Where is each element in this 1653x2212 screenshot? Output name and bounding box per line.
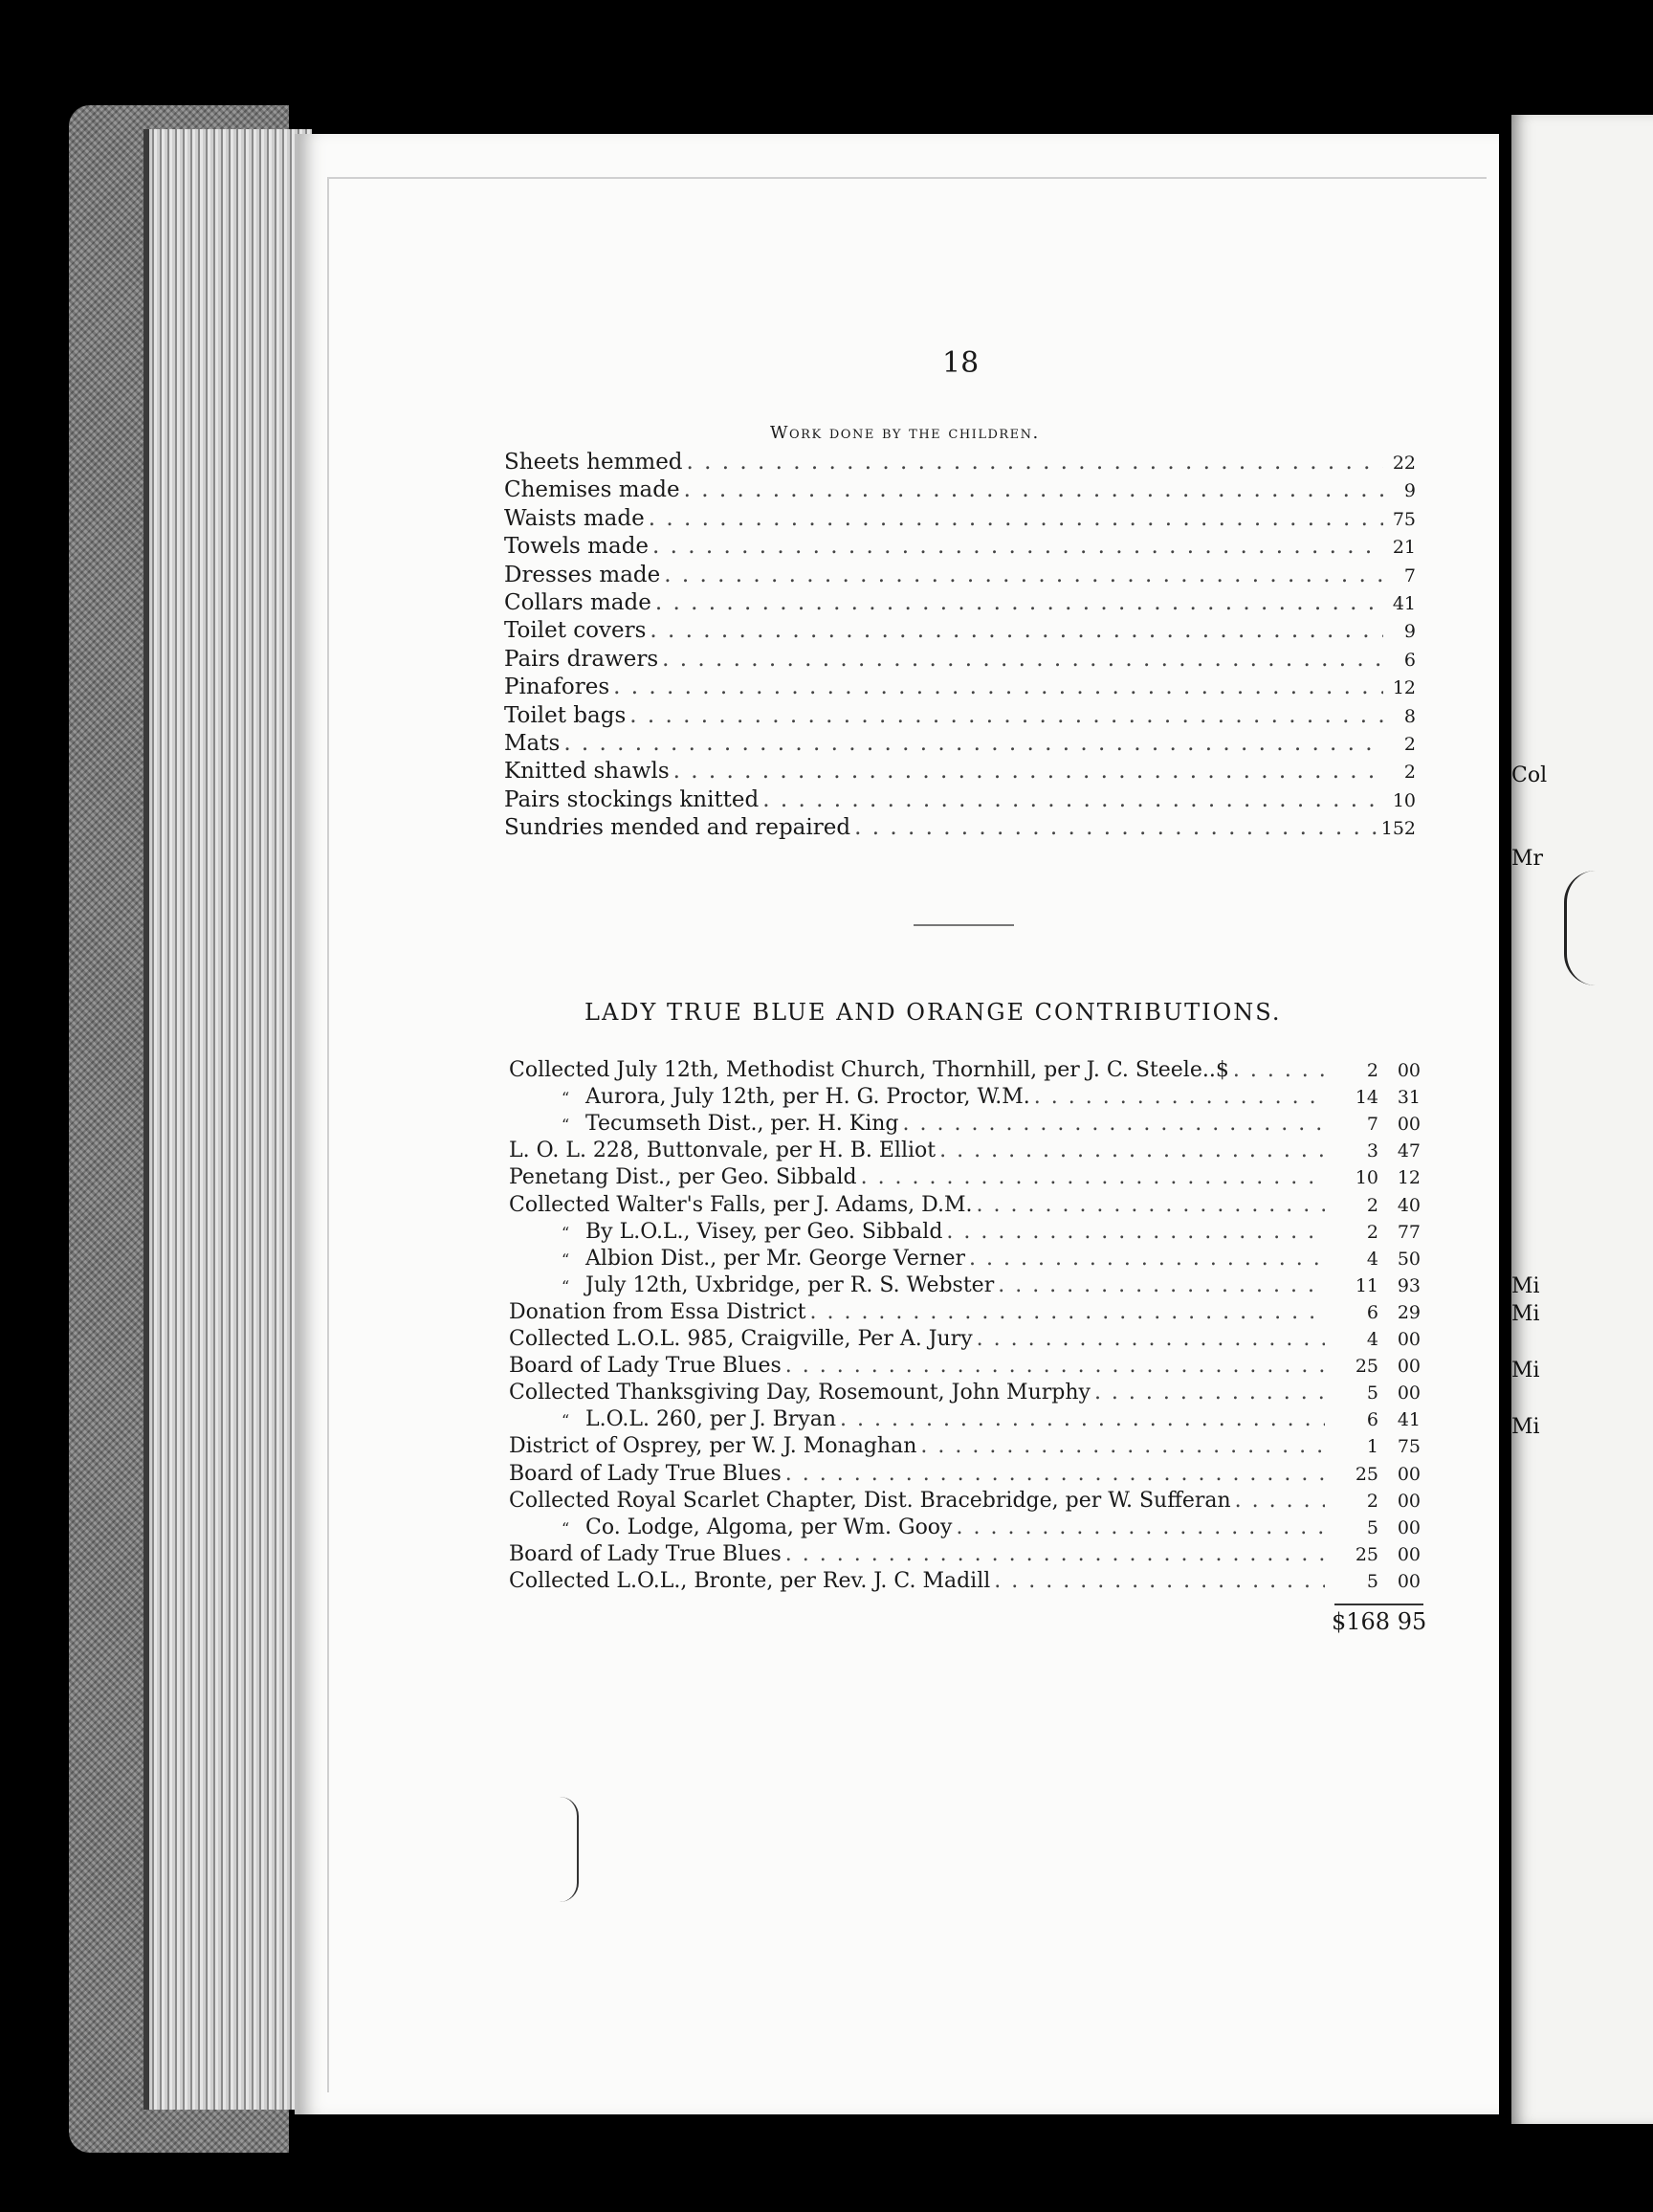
contribution-label: Collected Royal Scarlet Chapter, Dist. Bracebridge, per W. Sufferan: [509, 1488, 1231, 1513]
leader-dots: [998, 1273, 1325, 1297]
leader-dots: [920, 1434, 1325, 1458]
contribution-row: [509, 1542, 1421, 1570]
work-row: [504, 450, 1416, 477]
leader-dots: [957, 1515, 1326, 1539]
ditto-mark: “: [562, 1223, 570, 1242]
contribution-cents: 41: [1397, 1409, 1421, 1431]
contribution-label: Collected L.O.L., Bronte, per Rev. J. C. Madill: [509, 1568, 991, 1593]
contribution-cents: 00: [1397, 1543, 1421, 1565]
facing-page-fragment: Mi: [1511, 1415, 1540, 1439]
contribution-dollars: 14: [1355, 1087, 1378, 1109]
contribution-cents: 00: [1397, 1463, 1421, 1485]
contribution-row: [509, 1462, 1421, 1490]
contribution-cents: 47: [1397, 1140, 1421, 1162]
contribution-row: [509, 1327, 1421, 1355]
contribution-dollars: 5: [1366, 1570, 1378, 1592]
contributions-total: $168 95: [1332, 1608, 1427, 1635]
contribution-cents: 00: [1397, 1516, 1421, 1538]
contribution-label: Board of Lady True Blues: [509, 1461, 782, 1486]
contribution-cents: 00: [1397, 1114, 1421, 1136]
contribution-label: District of Osprey, per W. J. Monaghan: [509, 1434, 917, 1459]
section-divider: [914, 924, 1014, 926]
work-item-label: Mats: [504, 731, 561, 756]
leader-dots: [687, 450, 1383, 475]
contribution-label: Albion Dist., per Mr. George Verner: [585, 1246, 966, 1271]
work-row: [504, 477, 1416, 505]
work-item-count: 9: [1403, 480, 1416, 502]
work-item-label: Collars made: [504, 590, 651, 615]
contribution-cents: 12: [1397, 1167, 1421, 1189]
contribution-row: [509, 1434, 1421, 1462]
contributions-title: LADY TRUE BLUE AND ORANGE CONTRIBUTIONS.: [584, 999, 1282, 1026]
contribution-row: [509, 1300, 1421, 1328]
contribution-cents: 50: [1397, 1248, 1421, 1270]
page-edges: [143, 129, 312, 2110]
contribution-dollars: 10: [1355, 1167, 1378, 1189]
ditto-mark: “: [562, 1276, 570, 1295]
leader-dots: [1094, 1381, 1325, 1405]
work-item-count: 2: [1403, 734, 1416, 755]
contribution-cents: 93: [1397, 1274, 1421, 1296]
work-item-count: 8: [1403, 705, 1416, 727]
leader-dots: [785, 1542, 1325, 1566]
contribution-cents: 00: [1397, 1570, 1421, 1592]
work-item-label: Towels made: [504, 534, 650, 560]
work-row: [504, 506, 1416, 534]
work-row: [504, 563, 1416, 590]
contribution-dollars: 25: [1355, 1356, 1378, 1378]
contribution-cents: 75: [1397, 1436, 1421, 1458]
contribution-dollars: 11: [1355, 1274, 1378, 1296]
leader-dots: [655, 590, 1383, 615]
leader-dots: [994, 1569, 1325, 1593]
contribution-cents: 00: [1397, 1382, 1421, 1405]
contribution-dollars: 2: [1366, 1221, 1378, 1243]
contribution-label: Collected Walter's Falls, per J. Adams, D.M.: [509, 1192, 973, 1217]
leader-dots: [652, 534, 1383, 559]
contribution-row: [509, 1247, 1421, 1274]
work-row: [504, 590, 1416, 618]
leader-dots: [762, 787, 1383, 812]
work-row: [504, 787, 1416, 815]
contribution-dollars: 25: [1355, 1463, 1378, 1485]
ditto-mark: “: [562, 1089, 570, 1108]
contribution-row: [509, 1515, 1421, 1543]
leader-dots: [673, 759, 1383, 784]
work-item-count: 9: [1403, 621, 1416, 643]
work-item-label: Pairs drawers: [504, 646, 659, 672]
contribution-dollars: 1: [1366, 1436, 1378, 1458]
work-row: [504, 759, 1416, 786]
contribution-label: Aurora, July 12th, per H. G. Proctor, W.M.: [585, 1085, 1030, 1110]
contribution-row: [509, 1407, 1421, 1435]
work-item-label: Pairs stockings knitted: [504, 786, 760, 812]
contribution-label: Co. Lodge, Algoma, per Wm. Gooy: [585, 1515, 953, 1539]
ditto-mark: “: [562, 1250, 570, 1269]
contribution-dollars: 2: [1366, 1490, 1378, 1512]
work-section-title: Work done by the children.: [770, 423, 1040, 443]
work-item-count: 22: [1392, 453, 1416, 474]
work-item-label: Waists made: [504, 505, 645, 531]
facing-page-fragment: Mi: [1511, 1302, 1540, 1326]
work-item-count: 2: [1403, 762, 1416, 784]
work-item-label: Pinafores: [504, 675, 610, 700]
work-item-label: Sheets hemmed: [504, 450, 683, 475]
contribution-dollars: 4: [1366, 1248, 1378, 1270]
leader-dots: [977, 1327, 1325, 1351]
contribution-row: [509, 1569, 1421, 1597]
leader-dots: [785, 1354, 1325, 1378]
work-row: [504, 703, 1416, 731]
work-row: [504, 815, 1416, 843]
work-item-count: 152: [1380, 818, 1416, 840]
contribution-row: [509, 1193, 1421, 1221]
work-item-count: 21: [1392, 537, 1416, 559]
work-row: [504, 731, 1416, 759]
leader-dots: [649, 506, 1383, 531]
contribution-dollars: 3: [1366, 1140, 1378, 1162]
leader-dots: [903, 1112, 1325, 1136]
work-item-count: 41: [1392, 593, 1416, 614]
leader-dots: [946, 1220, 1325, 1244]
contribution-cents: 00: [1397, 1060, 1421, 1081]
contribution-row: [509, 1139, 1421, 1166]
contribution-dollars: 7: [1366, 1114, 1378, 1136]
work-item-count: 10: [1392, 789, 1416, 811]
contribution-dollars: 25: [1355, 1543, 1378, 1565]
contribution-cents: 40: [1397, 1194, 1421, 1216]
work-item-count: 6: [1403, 649, 1416, 671]
contribution-label: L.O.L. 260, per J. Bryan: [585, 1407, 837, 1432]
work-item-label: Knitted shawls: [504, 759, 670, 785]
work-item-label: Chemises made: [504, 477, 680, 503]
leader-dots: [613, 675, 1383, 699]
leader-dots: [861, 1165, 1325, 1189]
leader-dots: [650, 618, 1383, 643]
work-item-count: 75: [1392, 508, 1416, 530]
contribution-row: [509, 1058, 1421, 1086]
contribution-label: Donation from Essa District: [509, 1299, 806, 1324]
contribution-row: [509, 1381, 1421, 1408]
page-number: 18: [942, 346, 980, 380]
contribution-label: Collected L.O.L. 985, Craigville, Per A. Jury: [509, 1327, 973, 1351]
work-row: [504, 647, 1416, 675]
contribution-row: [509, 1489, 1421, 1516]
contribution-row: [509, 1165, 1421, 1193]
contribution-cents: 77: [1397, 1221, 1421, 1243]
leader-dots: [629, 703, 1383, 728]
contribution-label: Tecumseth Dist., per. H. King: [585, 1112, 899, 1137]
contribution-label: Penetang Dist., per Geo. Sibbald: [509, 1165, 857, 1190]
work-item-label: Dresses made: [504, 562, 661, 587]
contribution-dollars: 6: [1366, 1301, 1378, 1323]
leader-dots: [785, 1462, 1325, 1486]
ditto-mark: “: [562, 1116, 570, 1135]
work-item-label: Sundries mended and repaired: [504, 815, 851, 841]
total-rule: [1334, 1604, 1423, 1605]
facing-page-fragment: Mi: [1511, 1274, 1540, 1298]
contribution-label: By L.O.L., Visey, per Geo. Sibbald: [585, 1219, 943, 1244]
facing-page-fragment: Mi: [1511, 1359, 1540, 1382]
work-row: [504, 534, 1416, 562]
leader-dots: [840, 1407, 1325, 1431]
leader-dots: [969, 1247, 1325, 1271]
ditto-mark: “: [562, 1411, 570, 1430]
work-item-label: Toilet bags: [504, 702, 627, 728]
leader-dots: [977, 1193, 1325, 1217]
contribution-cents: 29: [1397, 1301, 1421, 1323]
contribution-label: Board of Lady True Blues: [509, 1541, 782, 1566]
contribution-dollars: 5: [1366, 1382, 1378, 1405]
leader-dots: [563, 731, 1383, 756]
contribution-cents: 00: [1397, 1356, 1421, 1378]
leader-dots: [662, 647, 1383, 672]
contribution-dollars: 6: [1366, 1409, 1378, 1431]
contribution-label: L. O. L. 228, Buttonvale, per H. B. Elliot: [509, 1139, 937, 1163]
work-row: [504, 618, 1416, 646]
contribution-cents: 00: [1397, 1329, 1421, 1350]
ditto-mark: “: [562, 1518, 570, 1537]
facing-page: [1511, 115, 1653, 2124]
contribution-row: [509, 1112, 1421, 1139]
work-item-count: 7: [1403, 564, 1416, 586]
contribution-dollars: 5: [1366, 1516, 1378, 1538]
leader-dots: [809, 1300, 1325, 1324]
contribution-label: Collected Thanksgiving Day, Rosemount, John Murphy: [509, 1381, 1091, 1405]
pencil-mark: [560, 1797, 579, 1902]
leader-dots: [664, 563, 1383, 587]
contribution-row: [509, 1085, 1421, 1113]
leader-dots: [1235, 1489, 1325, 1513]
contribution-dollars: 2: [1366, 1060, 1378, 1081]
pencil-brace-mark: [1564, 871, 1596, 985]
work-item-count: 12: [1392, 677, 1416, 699]
work-item-label: Toilet covers: [504, 618, 647, 644]
contribution-row: [509, 1273, 1421, 1301]
contribution-label: Collected July 12th, Methodist Church, Thornhill, per J. C. Steele..$: [509, 1058, 1229, 1082]
work-row: [504, 675, 1416, 702]
facing-page-fragment: Col: [1511, 763, 1548, 787]
contribution-row: [509, 1220, 1421, 1248]
contribution-cents: 31: [1397, 1087, 1421, 1109]
contribution-dollars: 4: [1366, 1329, 1378, 1350]
contribution-row: [509, 1354, 1421, 1382]
leader-dots: [854, 815, 1378, 840]
contribution-cents: 00: [1397, 1490, 1421, 1512]
contribution-label: Board of Lady True Blues: [509, 1354, 782, 1379]
leader-dots: [939, 1139, 1325, 1162]
leader-dots: [684, 477, 1383, 502]
facing-page-fragment: Mr: [1511, 847, 1544, 871]
contribution-dollars: 2: [1366, 1194, 1378, 1216]
contribution-label: July 12th, Uxbridge, per R. S. Webster: [585, 1272, 995, 1297]
leader-dots: [1034, 1085, 1325, 1109]
leader-dots: [1233, 1058, 1325, 1082]
